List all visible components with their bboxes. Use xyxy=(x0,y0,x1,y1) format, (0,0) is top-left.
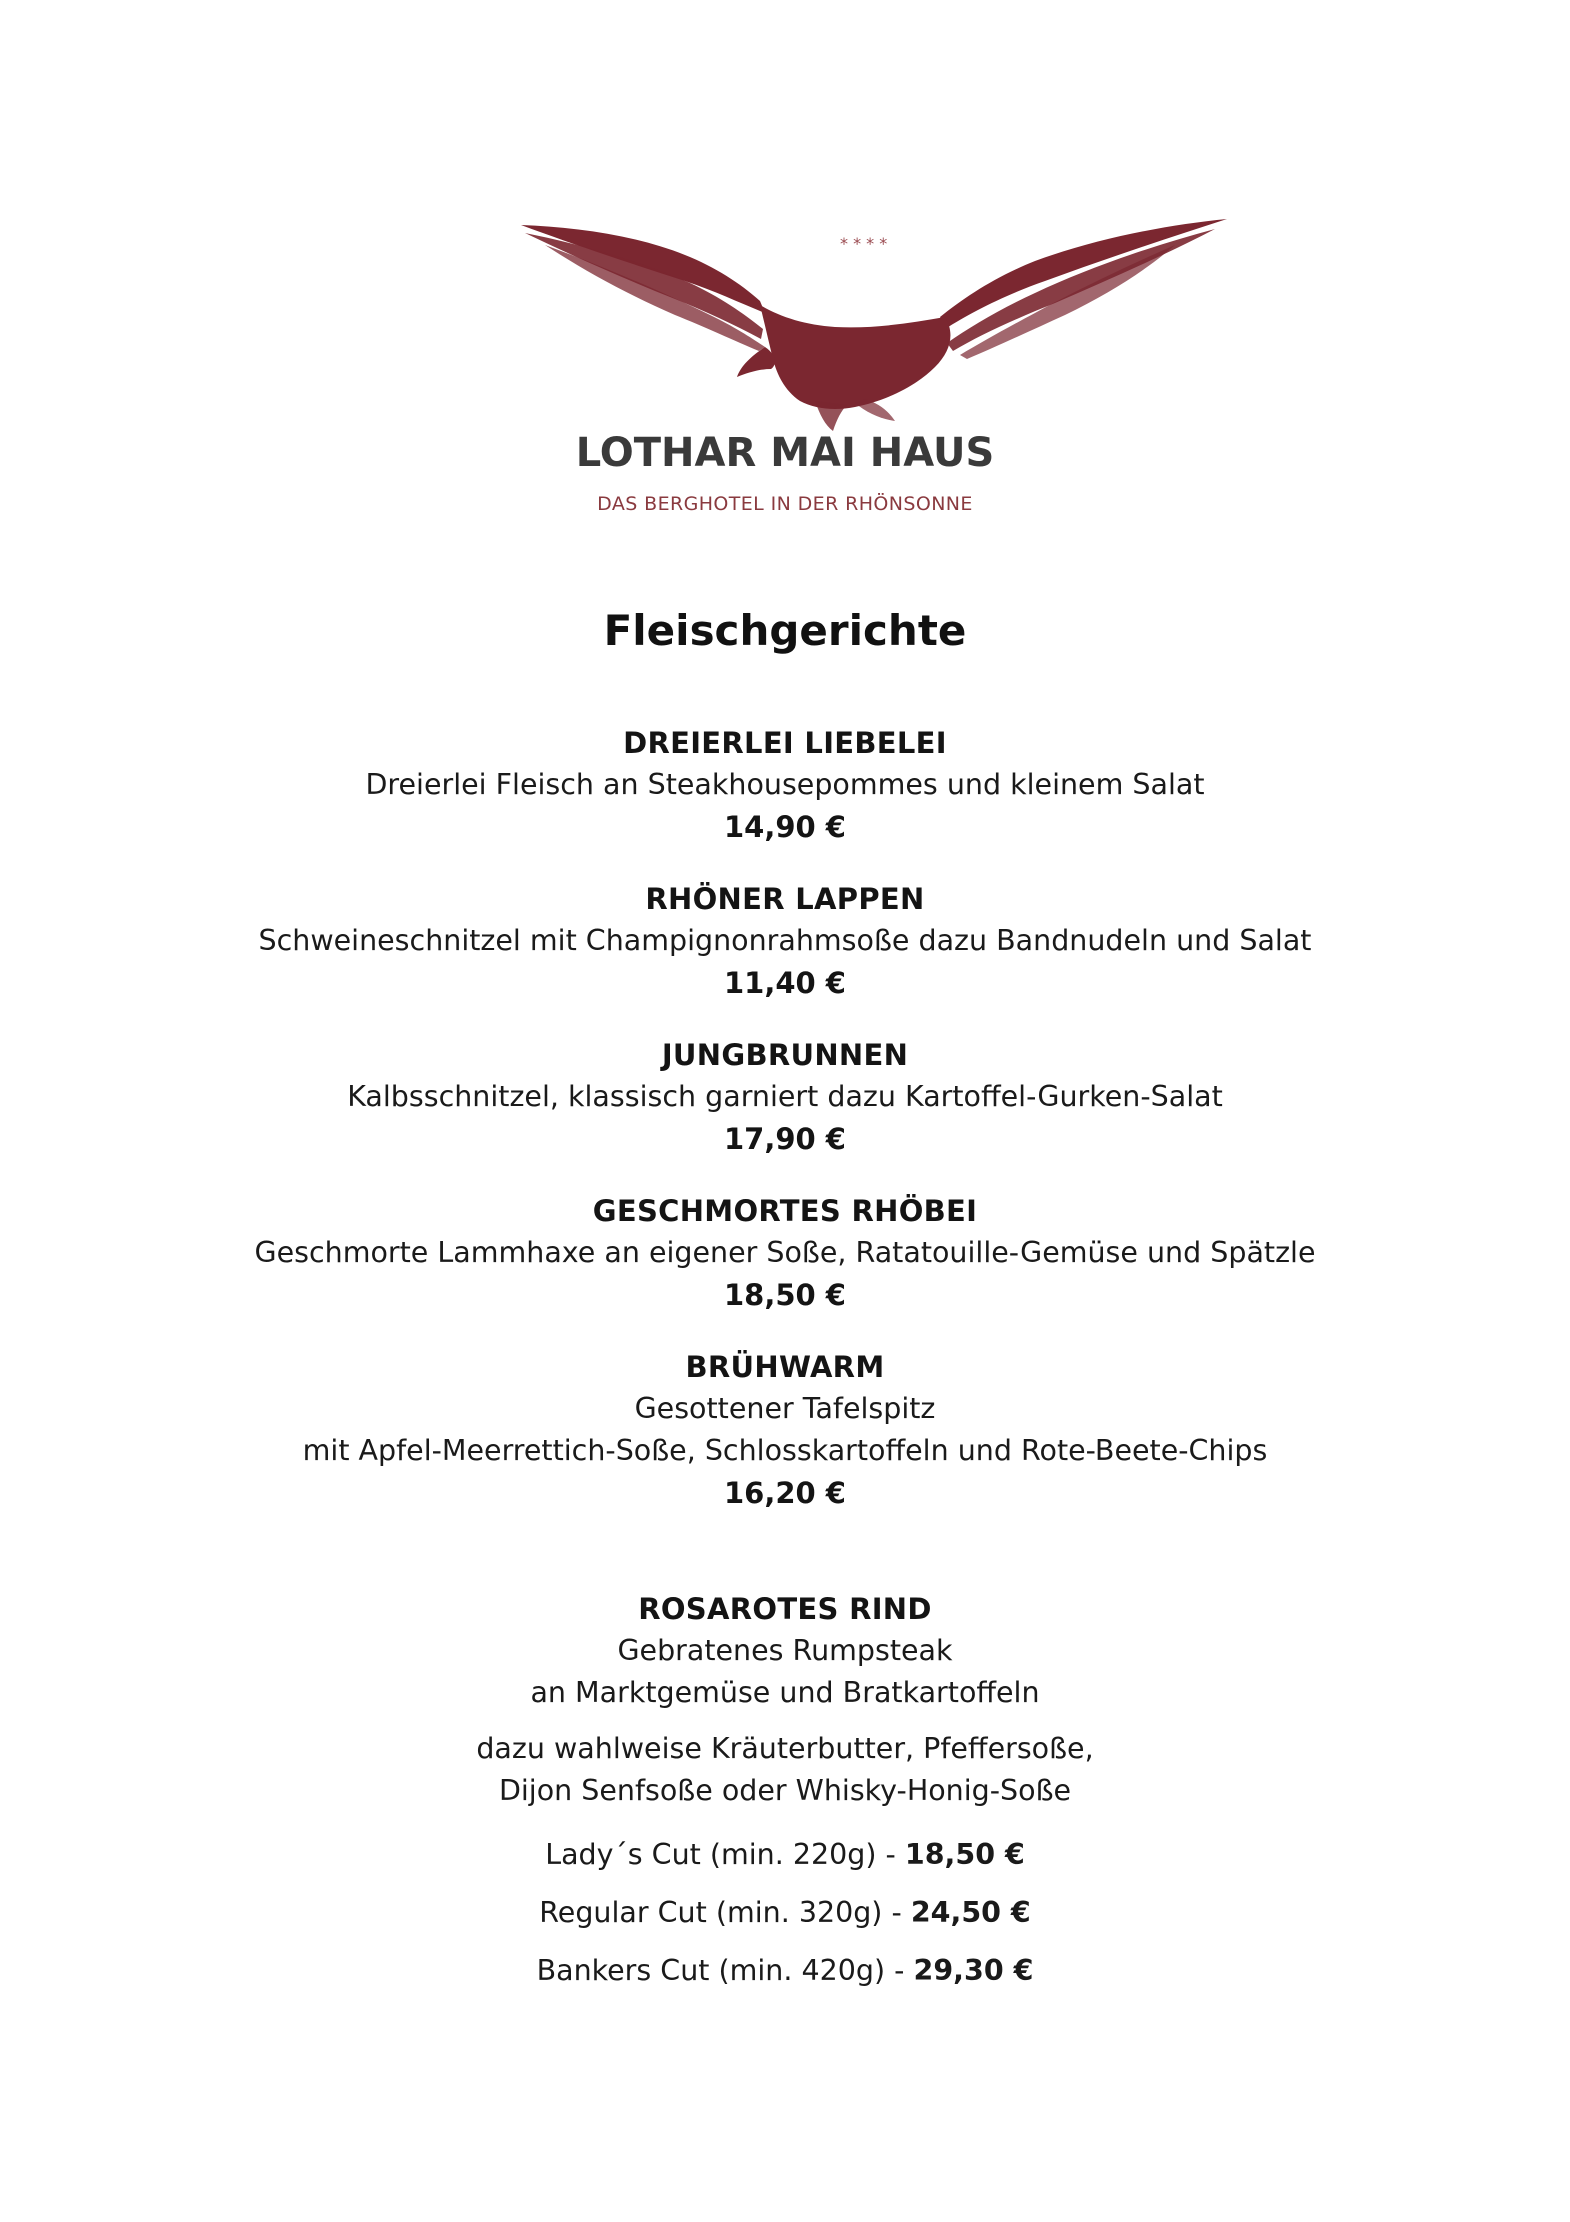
brand-tagline: DAS BERGHOTEL IN DER RHÖNSONNE xyxy=(597,493,973,515)
cut-option xyxy=(0,1884,1570,1942)
cut-price: 24,50 € xyxy=(910,1896,1031,1929)
dish-jungbrunnen xyxy=(0,1034,1570,1160)
dish-description: Gesottener Tafelspitz xyxy=(634,1392,936,1425)
dish-price: 14,90 € xyxy=(723,810,846,844)
dish-description: Kalbsschnitzel, klassisch garniert dazu Kartoffel-Gurken-Salat xyxy=(347,1080,1223,1113)
dish-description: Dreierlei Fleisch an Steakhousepommes und kleinem Salat xyxy=(365,768,1205,801)
stars-text: * * * * xyxy=(840,234,888,253)
dish-price: 18,50 € xyxy=(723,1278,846,1312)
sauce-options xyxy=(0,1728,1570,1812)
eagle-logo-graphic xyxy=(515,205,1235,435)
dish-name: BRÜHWARM xyxy=(685,1350,885,1384)
cut-options xyxy=(0,1826,1570,2000)
cut-label: Regular Cut (min. 320g) - xyxy=(539,1896,911,1929)
menu-title: Fleischgerichte xyxy=(603,606,967,655)
dish-name: GESCHMORTES RHÖBEI xyxy=(592,1194,978,1228)
sauce-line: Dijon Senfsoße oder Whisky-Honig-Soße xyxy=(498,1774,1072,1807)
cut-label: Lady´s Cut (min. 220g) - xyxy=(545,1838,905,1871)
dish-bruehwarm xyxy=(0,1346,1570,1514)
dish-description: Gebratenes Rumpsteak xyxy=(617,1634,953,1667)
dish-price: 16,20 € xyxy=(723,1476,846,1510)
dish-description: an Marktgemüse und Bratkartoffeln xyxy=(530,1676,1040,1709)
dish-dreierlei-liebelei xyxy=(0,722,1570,848)
cut-label: Bankers Cut (min. 420g) - xyxy=(536,1954,914,1987)
dish-description: Geschmorte Lammhaxe an eigener Soße, Ratatouille-Gemüse und Spätzle xyxy=(254,1236,1316,1269)
cut-option xyxy=(0,1826,1570,1884)
cut-price: 18,50 € xyxy=(904,1838,1025,1871)
dish-description: mit Apfel-Meerrettich-Soße, Schlosskartoffeln und Rote-Beete-Chips xyxy=(302,1434,1268,1467)
dish-name: DREIERLEI LIEBELEI xyxy=(623,726,947,760)
dish-rosarotes-rind xyxy=(0,1588,1570,2000)
dish-description: Schweineschnitzel mit Champignonrahmsoße dazu Bandnudeln und Salat xyxy=(258,924,1312,957)
dish-name: ROSAROTES RIND xyxy=(638,1592,932,1626)
sauce-line: dazu wahlweise Kräuterbutter, Pfeffersoße, xyxy=(476,1732,1094,1765)
dish-geschmortes-rhoebei xyxy=(0,1190,1570,1316)
dish-rhoener-lappen xyxy=(0,878,1570,1004)
brand-name: LOTHAR MAI HAUS xyxy=(575,430,995,476)
dish-name: JUNGBRUNNEN xyxy=(661,1038,909,1072)
eagle-logo xyxy=(515,205,1235,435)
dish-price: 11,40 € xyxy=(723,966,846,1000)
cut-price: 29,30 € xyxy=(913,1954,1034,1987)
cut-option xyxy=(0,1942,1570,2000)
dish-price: 17,90 € xyxy=(723,1122,846,1156)
dish-name: RHÖNER LAPPEN xyxy=(645,882,925,916)
